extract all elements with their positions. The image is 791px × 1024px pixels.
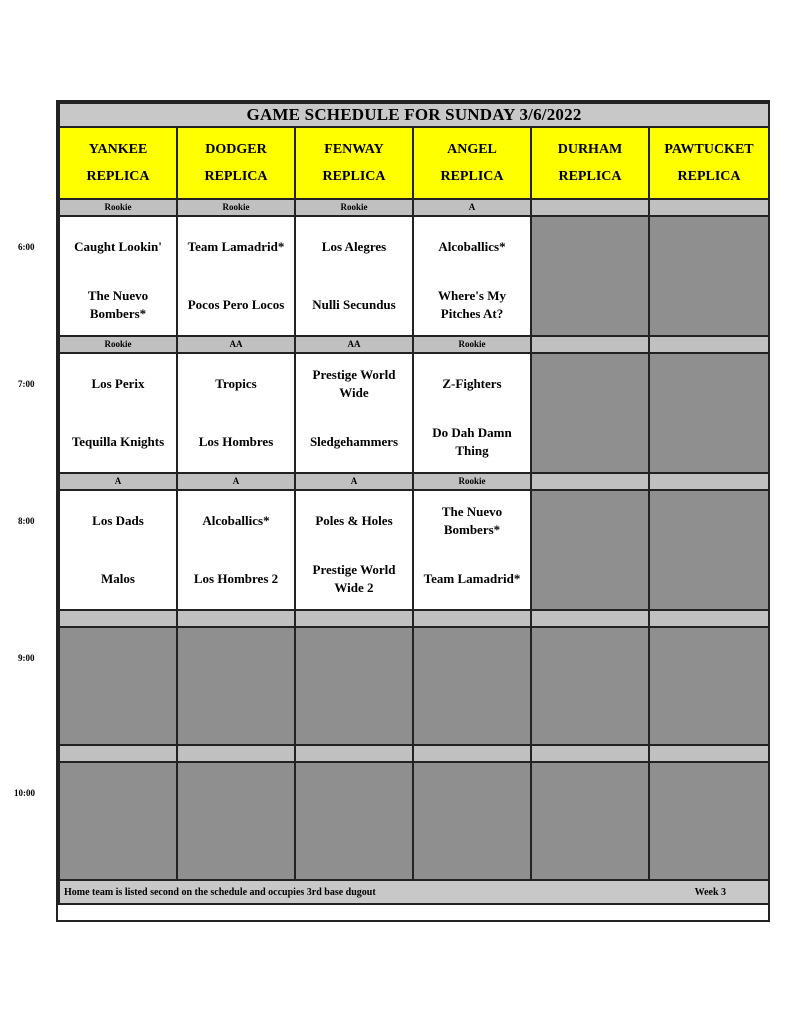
empty-slot — [649, 353, 769, 473]
field-name: PAWTUCKET — [664, 142, 754, 157]
field-name: YANKEE — [88, 142, 148, 157]
time-label: 8:00 — [18, 516, 35, 526]
home-team: Do Dah Damn Thing — [432, 425, 512, 458]
game-cell — [295, 216, 413, 336]
division-label — [177, 745, 295, 762]
home-team: Pocos Pero Locos — [187, 297, 285, 312]
empty-slot — [59, 627, 177, 745]
time-label: 9:00 — [18, 653, 35, 663]
away-team: Alcoballics* — [202, 513, 270, 528]
empty-slot — [177, 762, 295, 880]
field-name: ANGEL — [447, 142, 497, 157]
game-cell — [59, 216, 177, 336]
away-team: Caught Lookin' — [74, 239, 162, 254]
home-team: Los Hombres — [198, 434, 274, 449]
division-row — [59, 199, 769, 216]
division-row — [59, 473, 769, 490]
empty-slot — [295, 627, 413, 745]
field-subtitle: REPLICA — [440, 169, 504, 184]
division-row — [59, 336, 769, 353]
division-label — [177, 610, 295, 627]
time-label: 10:00 — [14, 788, 35, 798]
field-subtitle: REPLICA — [677, 169, 741, 184]
empty-slot — [295, 762, 413, 880]
game-cell — [177, 216, 295, 336]
division-label: Rookie — [59, 336, 177, 353]
schedule-sheet — [56, 100, 770, 922]
schedule-table — [58, 102, 770, 905]
away-team: Alcoballics* — [438, 239, 506, 254]
division-label — [413, 610, 531, 627]
page-title: GAME SCHEDULE FOR SUNDAY 3/6/2022 — [59, 103, 769, 127]
game-row — [59, 353, 769, 473]
division-label — [59, 745, 177, 762]
title-row — [59, 103, 769, 127]
game-cell — [59, 490, 177, 610]
division-label — [531, 610, 649, 627]
field-name: FENWAY — [324, 142, 384, 157]
field-name: DODGER — [205, 142, 267, 157]
home-team: Malos — [101, 571, 135, 586]
field-subtitle: REPLICA — [86, 169, 150, 184]
field-header-3 — [413, 127, 531, 199]
empty-slot — [413, 627, 531, 745]
division-label — [649, 610, 769, 627]
home-team: Tequilla Knights — [71, 434, 165, 449]
empty-slot — [531, 353, 649, 473]
division-label: Rookie — [177, 199, 295, 216]
game-cell — [413, 216, 531, 336]
game-cell — [295, 490, 413, 610]
division-label: A — [177, 473, 295, 490]
game-cell — [59, 353, 177, 473]
division-label: A — [413, 199, 531, 216]
time-label: 6:00 — [18, 242, 35, 252]
division-label — [531, 745, 649, 762]
division-label — [295, 610, 413, 627]
division-label — [59, 610, 177, 627]
division-label — [649, 473, 769, 490]
field-header-2 — [295, 127, 413, 199]
home-team: Team Lamadrid* — [423, 571, 521, 586]
division-label: Rookie — [413, 336, 531, 353]
division-label: AA — [295, 336, 413, 353]
division-row — [59, 610, 769, 627]
home-team: The Nuevo Bombers* — [87, 288, 149, 321]
empty-slot — [177, 627, 295, 745]
home-team: Prestige World Wide 2 — [312, 562, 396, 595]
home-team: Where's My Pitches At? — [438, 288, 506, 321]
game-row — [59, 627, 769, 745]
game-cell — [413, 490, 531, 610]
away-team: Team Lamadrid* — [187, 239, 285, 254]
division-label: AA — [177, 336, 295, 353]
home-team: Los Hombres 2 — [193, 571, 279, 586]
week-label: Week 3 — [694, 886, 727, 898]
game-cell — [177, 490, 295, 610]
division-label — [531, 473, 649, 490]
division-label — [531, 199, 649, 216]
empty-slot — [649, 490, 769, 610]
empty-slot — [649, 627, 769, 745]
empty-slot — [649, 762, 769, 880]
field-header-0 — [59, 127, 177, 199]
field-subtitle: REPLICA — [558, 169, 622, 184]
away-team: Poles & Holes — [315, 513, 393, 528]
footer-note: Home team is listed second on the schedule and occupies 3rd base dugout — [64, 886, 376, 898]
division-label — [649, 745, 769, 762]
division-label: A — [295, 473, 413, 490]
field-header-row — [59, 127, 769, 199]
empty-slot — [531, 627, 649, 745]
empty-slot — [531, 762, 649, 880]
game-cell — [295, 353, 413, 473]
division-label — [649, 199, 769, 216]
empty-slot — [413, 762, 531, 880]
field-name: DURHAM — [557, 142, 623, 157]
empty-slot — [531, 490, 649, 610]
away-team: Los Alegres — [321, 239, 387, 254]
empty-slot — [59, 762, 177, 880]
game-row — [59, 762, 769, 880]
away-team: Z-Fighters — [442, 376, 502, 391]
away-team: Los Dads — [92, 513, 144, 528]
division-label — [413, 745, 531, 762]
away-team: Los Perix — [91, 376, 145, 391]
game-cell — [413, 353, 531, 473]
division-label: Rookie — [413, 473, 531, 490]
game-row — [59, 490, 769, 610]
footer — [59, 880, 769, 904]
division-label — [295, 745, 413, 762]
field-subtitle: REPLICA — [204, 169, 268, 184]
footer-row — [59, 880, 769, 904]
field-subtitle: REPLICA — [322, 169, 386, 184]
home-team: Sledgehammers — [309, 434, 399, 449]
field-header-5 — [649, 127, 769, 199]
away-team: Tropics — [215, 376, 257, 391]
game-cell — [177, 353, 295, 473]
field-header-4 — [531, 127, 649, 199]
away-team: Prestige World Wide — [312, 367, 396, 400]
division-label: A — [59, 473, 177, 490]
away-team: The Nuevo Bombers* — [441, 504, 503, 537]
game-row — [59, 216, 769, 336]
division-row — [59, 745, 769, 762]
field-header-1 — [177, 127, 295, 199]
division-label — [649, 336, 769, 353]
home-team: Nulli Secundus — [312, 297, 396, 312]
division-label: Rookie — [295, 199, 413, 216]
empty-slot — [531, 216, 649, 336]
time-label: 7:00 — [18, 379, 35, 389]
division-label: Rookie — [59, 199, 177, 216]
empty-slot — [649, 216, 769, 336]
division-label — [531, 336, 649, 353]
